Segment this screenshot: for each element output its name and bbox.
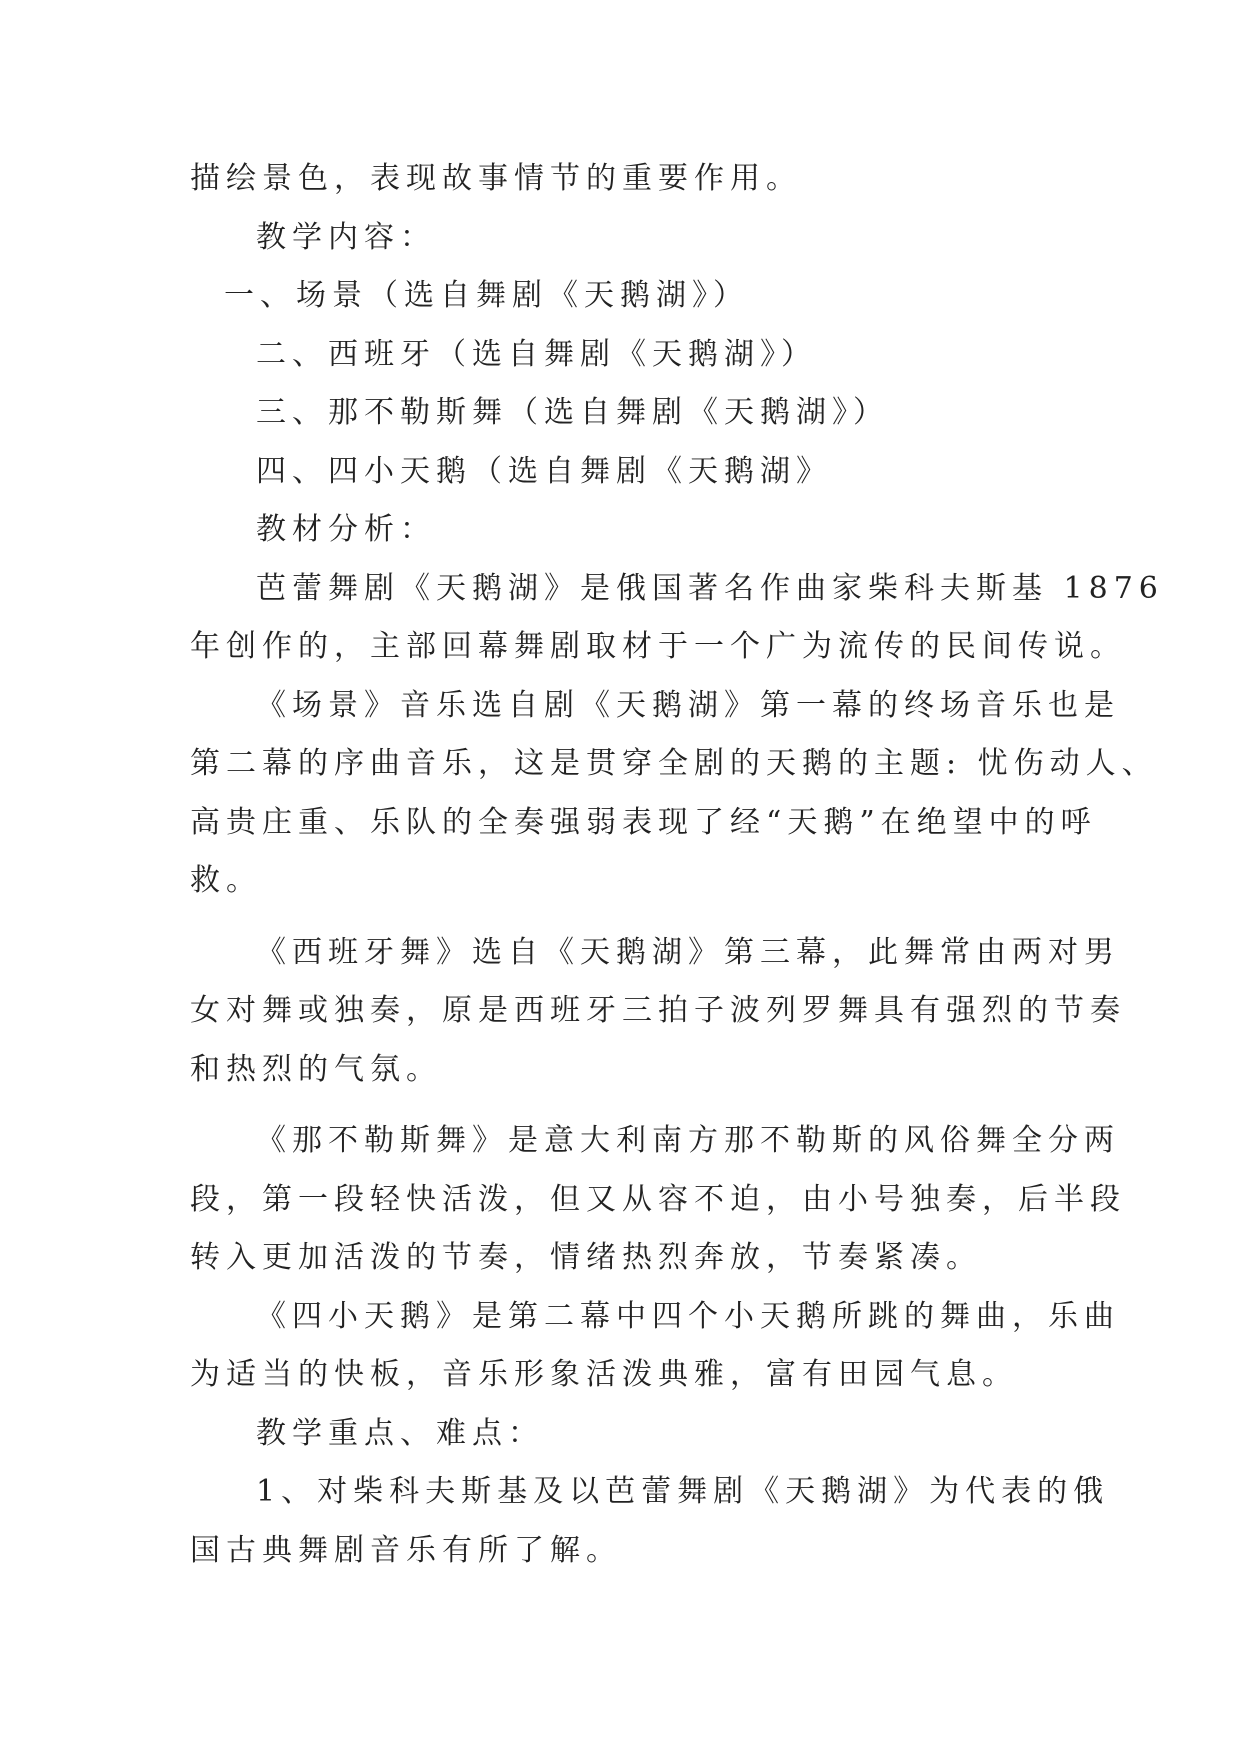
text-line: 高贵庄重、乐队的全奏强弱表现了经“天鹅”在绝望中的呼 <box>190 804 1097 840</box>
text-line: 《四小天鹅》是第二幕中四个小天鹅所跳的舞曲，乐曲 <box>256 1298 1120 1334</box>
text-line: 和热烈的气氛。 <box>190 1051 442 1087</box>
text-line: 段，第一段轻快活泼，但又从容不迫，由小号独奏，后半段 <box>190 1181 1126 1217</box>
text-line: 1、对柴科夫斯基及以芭蕾舞剧《天鹅湖》为代表的俄 <box>256 1474 1110 1509</box>
text-line: 《场景》音乐选自剧《天鹅湖》第一幕的终场音乐也是 <box>256 687 1120 723</box>
text-line: 《西班牙舞》选自《天鹅湖》第三幕，此舞常由两对男 <box>256 934 1120 970</box>
text-line: 为适当的快板，音乐形象活泼典雅，富有田园气息。 <box>190 1357 1018 1392</box>
text-line: 女对舞或独奏，原是西班牙三拍子波列罗舞具有强烈的节奏 <box>190 993 1126 1028</box>
section-heading: 教学重点、难点： <box>256 1415 544 1451</box>
text-line: 转入更加活泼的节奏，情绪热烈奔放，节奏紧凑。 <box>190 1240 982 1275</box>
list-item: 三、那不勒斯舞（选自舞剧《天鹅湖》） <box>256 395 889 430</box>
text-line: 国古典舞剧音乐有所了解。 <box>190 1532 622 1568</box>
list-item: 一、场景（选自舞剧《天鹅湖》） <box>224 278 749 313</box>
text-line: 第二幕的序曲音乐，这是贯穿全剧的天鹅的主题: 忧伤动人、 <box>190 746 1158 781</box>
section-heading: 教学内容： <box>256 219 436 255</box>
list-item: 二、西班牙（选自舞剧《天鹅湖》） <box>256 336 817 372</box>
section-heading: 教材分析： <box>256 512 436 547</box>
list-item: 四、四小天鹅（选自舞剧《天鹅湖》 <box>256 453 832 489</box>
text-line: 救。 <box>190 863 262 898</box>
text-line: 《那不勒斯舞》是意大利南方那不勒斯的风俗舞全分两 <box>256 1123 1120 1158</box>
document-body <box>190 150 1164 1580</box>
text-line: 芭蕾舞剧《天鹅湖》是俄国著名作曲家柴科夫斯基 1876 <box>256 570 1164 606</box>
text-line: 描绘景色，表现故事情节的重要作用。 <box>190 161 802 196</box>
text-line: 年创作的，主部回幕舞剧取材于一个广为流传的民间传说。 <box>190 629 1126 664</box>
